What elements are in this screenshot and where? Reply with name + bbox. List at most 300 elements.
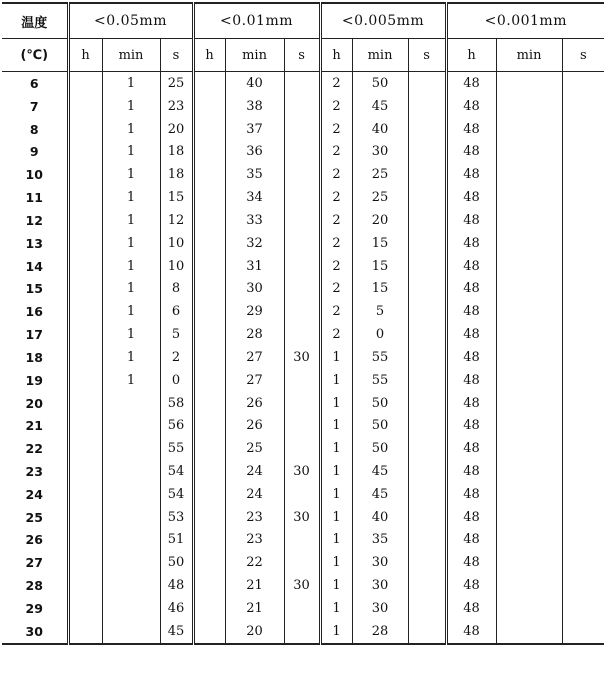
cell-grp1-min (102, 437, 160, 460)
table-row (2, 186, 604, 209)
cell-grp2-h (193, 551, 225, 574)
cell-grp2-h (193, 346, 225, 369)
cell-grp1-h (68, 392, 102, 415)
cell-grp2-min: 24 (225, 483, 284, 506)
settling-time-table-page (2, 2, 604, 691)
cell-grp1-s: 15 (160, 186, 193, 209)
cell-grp1-h (68, 483, 102, 506)
cell-grp4-h: 48 (446, 551, 496, 574)
cell-grp4-min (496, 300, 562, 323)
cell-grp3-s (408, 529, 446, 552)
cell-grp2-h (193, 163, 225, 186)
cell-grp2-min: 31 (225, 255, 284, 278)
unit-h: h (68, 39, 102, 72)
cell-grp1-min: 1 (102, 186, 160, 209)
cell-grp3-min: 50 (352, 437, 408, 460)
cell-grp4-s (562, 209, 604, 232)
cell-grp2-h (193, 437, 225, 460)
cell-grp1-min (102, 506, 160, 529)
cell-grp1-s: 20 (160, 118, 193, 141)
cell-grp4-min (496, 323, 562, 346)
cell-grp4-h: 48 (446, 232, 496, 255)
cell-grp4-s (562, 369, 604, 392)
cell-grp4-h: 48 (446, 255, 496, 278)
cell-grp4-min (496, 483, 562, 506)
table-row (2, 483, 604, 506)
cell-grp4-min (496, 437, 562, 460)
cell-grp1-s: 58 (160, 392, 193, 415)
cell-grp2-s (284, 483, 320, 506)
cell-grp2-s (284, 186, 320, 209)
cell-grp3-h: 2 (320, 140, 352, 163)
cell-grp2-s (284, 95, 320, 118)
cell-grp1-s: 51 (160, 529, 193, 552)
cell-grp3-min: 50 (352, 72, 408, 95)
temperature-cell: 18 (25, 349, 43, 365)
cell-grp2-h (193, 620, 225, 644)
cell-grp2-min: 22 (225, 551, 284, 574)
temperature-cell: 9 (29, 144, 39, 160)
cell-grp4-min (496, 72, 562, 95)
cell-grp3-s (408, 323, 446, 346)
cell-grp2-s (284, 414, 320, 437)
settling-time-table (2, 2, 604, 645)
cell-grp2-h (193, 323, 225, 346)
cell-grp3-h: 1 (320, 460, 352, 483)
cell-grp3-min: 15 (352, 232, 408, 255)
cell-grp1-h (68, 72, 102, 95)
cell-grp3-s (408, 346, 446, 369)
table-row (2, 574, 604, 597)
cell-grp3-min: 45 (352, 483, 408, 506)
cell-grp3-min: 40 (352, 118, 408, 141)
cell-grp2-h (193, 186, 225, 209)
cell-grp2-h (193, 118, 225, 141)
cell-grp1-s: 6 (160, 300, 193, 323)
unit-min: min (352, 39, 408, 72)
cell-grp4-s (562, 460, 604, 483)
cell-grp4-h: 48 (446, 140, 496, 163)
cell-grp3-h: 1 (320, 346, 352, 369)
cell-grp4-min (496, 392, 562, 415)
cell-grp1-h (68, 414, 102, 437)
cell-grp3-min: 15 (352, 277, 408, 300)
cell-grp2-min: 23 (225, 529, 284, 552)
cell-grp4-s (562, 437, 604, 460)
cell-grp2-h (193, 277, 225, 300)
cell-grp1-s: 8 (160, 277, 193, 300)
cell-grp4-min (496, 574, 562, 597)
temperature-cell: 17 (25, 327, 43, 343)
cell-grp2-s: 30 (284, 346, 320, 369)
cell-grp2-min: 30 (225, 277, 284, 300)
cell-grp1-min (102, 551, 160, 574)
cell-grp3-min: 50 (352, 414, 408, 437)
cell-grp4-s (562, 392, 604, 415)
unit-h: h (193, 39, 225, 72)
cell-grp2-min: 21 (225, 574, 284, 597)
cell-grp4-h: 48 (446, 300, 496, 323)
cell-grp2-h (193, 529, 225, 552)
cell-grp2-h (193, 72, 225, 95)
cell-grp1-h (68, 323, 102, 346)
temperature-cell: 8 (29, 121, 39, 137)
cell-grp3-min: 55 (352, 369, 408, 392)
cell-grp3-h: 1 (320, 369, 352, 392)
cell-grp4-min (496, 140, 562, 163)
cell-grp4-min (496, 277, 562, 300)
cell-grp4-s (562, 163, 604, 186)
temperature-cell: 28 (25, 578, 43, 594)
cell-grp3-min: 40 (352, 506, 408, 529)
unit-h: h (446, 39, 496, 72)
table-row (2, 346, 604, 369)
cell-grp1-s: 45 (160, 620, 193, 644)
cell-grp3-h: 2 (320, 95, 352, 118)
cell-grp1-h (68, 232, 102, 255)
cell-grp2-min: 34 (225, 186, 284, 209)
cell-grp1-h (68, 277, 102, 300)
temperature-cell: 10 (25, 167, 43, 183)
cell-grp1-h (68, 95, 102, 118)
unit-min: min (225, 39, 284, 72)
cell-grp4-h: 48 (446, 414, 496, 437)
temperature-cell: 22 (25, 441, 43, 457)
cell-grp3-min: 30 (352, 551, 408, 574)
cell-grp2-s (284, 140, 320, 163)
cell-grp3-h: 2 (320, 277, 352, 300)
temperature-cell: 12 (25, 212, 43, 228)
cell-grp1-min: 1 (102, 163, 160, 186)
temperature-cell: 26 (25, 532, 43, 548)
cell-grp2-min: 33 (225, 209, 284, 232)
temperature-cell: 15 (25, 281, 43, 297)
cell-grp4-s (562, 323, 604, 346)
cell-grp2-s: 30 (284, 460, 320, 483)
cell-grp2-h (193, 597, 225, 620)
cell-grp2-min: 37 (225, 118, 284, 141)
cell-grp2-min: 26 (225, 392, 284, 415)
cell-grp2-min: 21 (225, 597, 284, 620)
cell-grp2-min: 27 (225, 346, 284, 369)
cell-grp1-h (68, 506, 102, 529)
cell-grp3-h: 1 (320, 437, 352, 460)
cell-grp4-h: 48 (446, 529, 496, 552)
cell-grp1-min: 1 (102, 209, 160, 232)
cell-grp4-min (496, 369, 562, 392)
cell-grp1-h (68, 369, 102, 392)
cell-grp1-s: 50 (160, 551, 193, 574)
cell-grp4-s (562, 551, 604, 574)
cell-grp4-s (562, 72, 604, 95)
cell-grp1-h (68, 460, 102, 483)
cell-grp3-h: 1 (320, 620, 352, 644)
cell-grp2-s (284, 437, 320, 460)
cell-grp2-s (284, 620, 320, 644)
cell-grp4-s (562, 255, 604, 278)
cell-grp3-h: 1 (320, 506, 352, 529)
cell-grp3-s (408, 118, 446, 141)
cell-grp4-h: 48 (446, 95, 496, 118)
cell-grp2-s (284, 323, 320, 346)
cell-grp3-h: 2 (320, 118, 352, 141)
cell-grp2-s (284, 551, 320, 574)
cell-grp4-min (496, 232, 562, 255)
cell-grp1-h (68, 209, 102, 232)
cell-grp3-s (408, 506, 446, 529)
cell-grp1-h (68, 529, 102, 552)
cell-grp1-h (68, 574, 102, 597)
group-header-0-001mm: <0.001mm (446, 3, 604, 39)
cell-grp3-s (408, 95, 446, 118)
cell-grp1-h (68, 620, 102, 644)
cell-grp2-min: 27 (225, 369, 284, 392)
cell-grp1-min (102, 597, 160, 620)
cell-grp1-s: 54 (160, 483, 193, 506)
cell-grp3-min: 30 (352, 140, 408, 163)
cell-grp4-h: 48 (446, 620, 496, 644)
cell-grp4-s (562, 529, 604, 552)
temperature-cell: 13 (25, 235, 43, 251)
cell-grp3-h: 2 (320, 186, 352, 209)
cell-grp2-h (193, 483, 225, 506)
cell-grp4-s (562, 574, 604, 597)
cell-grp2-s: 30 (284, 574, 320, 597)
cell-grp1-h (68, 300, 102, 323)
cell-grp3-s (408, 232, 446, 255)
table-row (2, 300, 604, 323)
cell-grp3-h: 2 (320, 255, 352, 278)
cell-grp3-min: 0 (352, 323, 408, 346)
cell-grp4-h: 48 (446, 209, 496, 232)
cell-grp1-min (102, 392, 160, 415)
cell-grp1-s: 0 (160, 369, 193, 392)
table-row (2, 232, 604, 255)
cell-grp4-min (496, 597, 562, 620)
cell-grp4-min (496, 414, 562, 437)
cell-grp3-h: 1 (320, 529, 352, 552)
table-body (2, 72, 604, 644)
cell-grp1-min: 1 (102, 140, 160, 163)
cell-grp4-min (496, 529, 562, 552)
cell-grp1-s: 46 (160, 597, 193, 620)
cell-grp1-s: 5 (160, 323, 193, 346)
table-row (2, 460, 604, 483)
cell-grp1-s: 23 (160, 95, 193, 118)
cell-grp2-h (193, 414, 225, 437)
cell-grp3-s (408, 483, 446, 506)
temperature-cell: 14 (25, 258, 43, 274)
cell-grp1-s: 18 (160, 140, 193, 163)
cell-grp1-h (68, 118, 102, 141)
cell-grp3-s (408, 255, 446, 278)
cell-grp1-h (68, 186, 102, 209)
cell-grp4-s (562, 277, 604, 300)
cell-grp4-h: 48 (446, 506, 496, 529)
cell-grp3-h: 2 (320, 232, 352, 255)
cell-grp1-min: 1 (102, 277, 160, 300)
cell-grp2-min: 38 (225, 95, 284, 118)
cell-grp3-s (408, 140, 446, 163)
temperature-unit: (℃) (2, 39, 68, 72)
cell-grp3-min: 15 (352, 255, 408, 278)
cell-grp1-s: 18 (160, 163, 193, 186)
cell-grp4-min (496, 346, 562, 369)
cell-grp4-h: 48 (446, 277, 496, 300)
temperature-cell: 7 (29, 98, 39, 114)
cell-grp3-h: 1 (320, 551, 352, 574)
cell-grp2-s (284, 597, 320, 620)
cell-grp4-s (562, 620, 604, 644)
cell-grp3-s (408, 392, 446, 415)
cell-grp3-h: 1 (320, 483, 352, 506)
cell-grp1-min (102, 620, 160, 644)
cell-grp3-min: 50 (352, 392, 408, 415)
cell-grp3-h: 2 (320, 209, 352, 232)
cell-grp1-min (102, 414, 160, 437)
cell-grp1-h (68, 140, 102, 163)
cell-grp2-s (284, 300, 320, 323)
cell-grp2-s (284, 72, 320, 95)
cell-grp3-min: 45 (352, 95, 408, 118)
cell-grp2-min: 29 (225, 300, 284, 323)
cell-grp2-s (284, 369, 320, 392)
cell-grp3-s (408, 72, 446, 95)
cell-grp4-min (496, 255, 562, 278)
table-row (2, 392, 604, 415)
cell-grp3-h: 2 (320, 300, 352, 323)
cell-grp1-min: 1 (102, 255, 160, 278)
table-row (2, 163, 604, 186)
cell-grp2-h (193, 369, 225, 392)
cell-grp2-s (284, 163, 320, 186)
cell-grp4-s (562, 186, 604, 209)
cell-grp2-h (193, 209, 225, 232)
cell-grp4-min (496, 620, 562, 644)
cell-grp2-s (284, 118, 320, 141)
cell-grp1-min (102, 460, 160, 483)
cell-grp1-h (68, 551, 102, 574)
unit-min: min (102, 39, 160, 72)
cell-grp1-min: 1 (102, 72, 160, 95)
temperature-cell: 16 (25, 304, 43, 320)
cell-grp4-min (496, 209, 562, 232)
cell-grp3-s (408, 163, 446, 186)
unit-h: h (320, 39, 352, 72)
cell-grp1-h (68, 437, 102, 460)
cell-grp4-min (496, 95, 562, 118)
cell-grp3-s (408, 277, 446, 300)
cell-grp3-min: 30 (352, 597, 408, 620)
table-row (2, 323, 604, 346)
table-row (2, 506, 604, 529)
cell-grp3-s (408, 460, 446, 483)
cell-grp2-s: 30 (284, 506, 320, 529)
cell-grp3-s (408, 186, 446, 209)
table-row (2, 529, 604, 552)
cell-grp4-h: 48 (446, 163, 496, 186)
temperature-cell: 24 (25, 486, 43, 502)
cell-grp4-h: 48 (446, 483, 496, 506)
cell-grp4-s (562, 232, 604, 255)
temperature-cell: 19 (25, 372, 43, 388)
cell-grp4-h: 48 (446, 118, 496, 141)
cell-grp2-min: 40 (225, 72, 284, 95)
cell-grp3-h: 2 (320, 163, 352, 186)
cell-grp3-min: 30 (352, 574, 408, 597)
cell-grp4-s (562, 95, 604, 118)
cell-grp1-h (68, 255, 102, 278)
cell-grp2-s (284, 529, 320, 552)
cell-grp4-s (562, 597, 604, 620)
cell-grp3-min: 5 (352, 300, 408, 323)
cell-grp4-min (496, 460, 562, 483)
group-header-0-05mm: <0.05mm (68, 3, 193, 39)
table-row (2, 140, 604, 163)
cell-grp2-h (193, 460, 225, 483)
cell-grp2-h (193, 95, 225, 118)
cell-grp2-min: 35 (225, 163, 284, 186)
temperature-label: 温度 (2, 3, 68, 39)
cell-grp1-s: 2 (160, 346, 193, 369)
cell-grp4-s (562, 414, 604, 437)
table-row (2, 414, 604, 437)
cell-grp1-s: 54 (160, 460, 193, 483)
temperature-cell: 27 (25, 555, 43, 571)
unit-s: s (284, 39, 320, 72)
cell-grp3-h: 1 (320, 392, 352, 415)
table-row (2, 255, 604, 278)
cell-grp2-min: 23 (225, 506, 284, 529)
cell-grp1-s: 48 (160, 574, 193, 597)
cell-grp3-min: 28 (352, 620, 408, 644)
cell-grp3-h: 1 (320, 574, 352, 597)
cell-grp3-s (408, 300, 446, 323)
group-header-0-01mm: <0.01mm (193, 3, 320, 39)
table-row (2, 118, 604, 141)
cell-grp4-h: 48 (446, 597, 496, 620)
cell-grp1-s: 53 (160, 506, 193, 529)
unit-s: s (562, 39, 604, 72)
cell-grp1-min (102, 574, 160, 597)
cell-grp1-min: 1 (102, 300, 160, 323)
cell-grp2-s (284, 232, 320, 255)
cell-grp2-s (284, 209, 320, 232)
cell-grp3-min: 45 (352, 460, 408, 483)
cell-grp4-min (496, 163, 562, 186)
table-row (2, 95, 604, 118)
cell-grp3-s (408, 620, 446, 644)
cell-grp3-min: 25 (352, 186, 408, 209)
cell-grp2-min: 20 (225, 620, 284, 644)
cell-grp2-h (193, 300, 225, 323)
cell-grp1-s: 56 (160, 414, 193, 437)
cell-grp4-s (562, 118, 604, 141)
temperature-cell: 20 (25, 395, 43, 411)
cell-grp4-h: 48 (446, 323, 496, 346)
cell-grp3-s (408, 574, 446, 597)
cell-grp4-min (496, 118, 562, 141)
cell-grp1-min (102, 483, 160, 506)
cell-grp3-h: 2 (320, 72, 352, 95)
cell-grp1-min (102, 529, 160, 552)
table-row (2, 369, 604, 392)
cell-grp4-s (562, 300, 604, 323)
temperature-cell: 6 (29, 75, 39, 91)
cell-grp1-min: 1 (102, 118, 160, 141)
cell-grp2-h (193, 255, 225, 278)
cell-grp2-min: 32 (225, 232, 284, 255)
